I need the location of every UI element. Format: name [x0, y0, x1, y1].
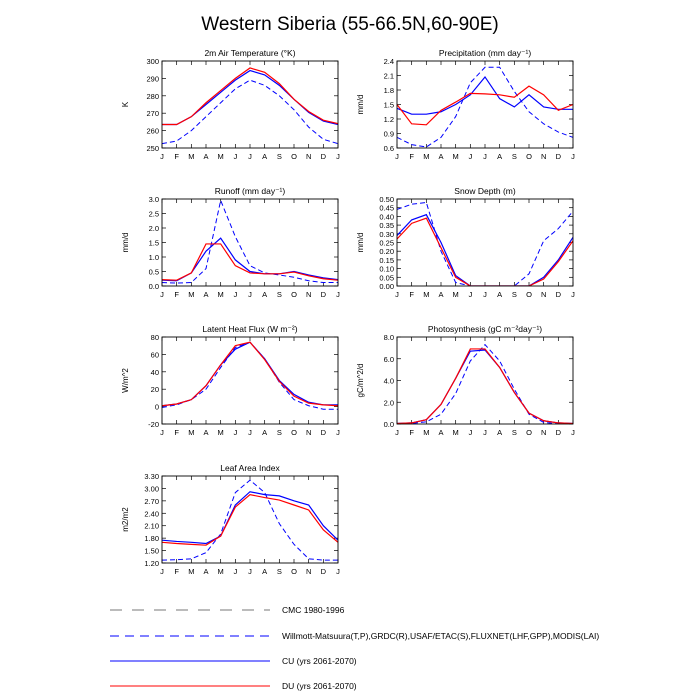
- x-tick-label: A: [262, 152, 268, 161]
- y-tick-label: 1.8: [383, 86, 394, 95]
- y-tick-label: 2.5: [148, 209, 159, 219]
- page-title: Western Siberia (55-66.5N,60-90E): [201, 14, 499, 35]
- x-tick-label: J: [160, 567, 164, 576]
- y-tick-label: 0.00: [379, 282, 394, 291]
- y-tick-label: 280: [146, 91, 159, 101]
- panel-leaf-area-index: [121, 463, 340, 576]
- x-tick-label: J: [233, 152, 238, 161]
- panel-grid: [121, 48, 575, 576]
- x-tick-label: J: [248, 290, 252, 299]
- x-tick-label: O: [291, 428, 297, 437]
- y-tick-label: 1.80: [144, 534, 159, 544]
- x-tick-label: J: [160, 428, 164, 437]
- x-tick-label: J: [233, 290, 238, 299]
- legend: [110, 605, 599, 691]
- x-tick-label: D: [320, 567, 327, 576]
- x-tick-label: M: [188, 428, 195, 437]
- y-tick-label: 2.0: [383, 398, 394, 408]
- series-group: [162, 68, 338, 144]
- x-tick-label: M: [217, 428, 224, 437]
- x-tick-label: J: [395, 152, 399, 161]
- x-tick-label: S: [276, 152, 282, 161]
- x-tick-label: F: [174, 567, 179, 576]
- y-tick-label: 250: [146, 144, 159, 153]
- y-tick-label: 60: [150, 350, 159, 360]
- x-tick-label: M: [217, 567, 224, 576]
- x-tick-label: J: [483, 428, 487, 437]
- x-tick-label: J: [160, 290, 164, 299]
- legend-label-cmc: CMC 1980-1996: [282, 605, 345, 615]
- x-tick-label: A: [203, 290, 209, 299]
- y-tick-label: 2.10: [144, 521, 159, 531]
- y-tick-label: 3.00: [144, 484, 159, 494]
- y-tick-label: 0.30: [379, 229, 394, 239]
- plot-frame: [162, 61, 338, 148]
- x-tick-label: A: [262, 567, 268, 576]
- x-tick-label: J: [395, 428, 399, 437]
- x-tick-label: N: [305, 290, 312, 299]
- series-group: [397, 202, 573, 286]
- y-tick-label: 0.45: [379, 203, 394, 213]
- series-line-cu: [162, 342, 338, 406]
- x-tick-label: J: [468, 290, 473, 299]
- y-tick-label: 0.0: [148, 282, 159, 291]
- y-tick-label: 0.25: [379, 238, 394, 248]
- x-tick-label: F: [174, 290, 179, 299]
- series-line-du: [162, 68, 338, 125]
- x-tick-label: A: [262, 290, 268, 299]
- x-tick-label: D: [320, 152, 327, 161]
- x-tick-label: A: [497, 428, 503, 437]
- y-tick-label: 1.20: [144, 559, 159, 568]
- y-tick-label: 0.50: [379, 195, 394, 204]
- x-tick-label: M: [423, 428, 430, 437]
- panel-title: Precipitation (mm day⁻¹): [438, 48, 532, 58]
- series-line-du: [397, 86, 573, 125]
- x-tick-label: M: [217, 290, 224, 299]
- x-tick-label: D: [555, 290, 562, 299]
- x-tick-label: M: [423, 152, 430, 161]
- x-tick-label: J: [336, 567, 340, 576]
- y-axis-label: W/m^2: [121, 368, 130, 393]
- y-tick-label: 3.30: [144, 472, 159, 481]
- plot-frame: [162, 476, 338, 563]
- series-line-obs: [397, 345, 573, 424]
- y-tick-label: 20: [150, 385, 159, 395]
- x-tick-label: J: [336, 152, 340, 161]
- y-tick-label: 40: [150, 367, 159, 377]
- legend-label-du: DU (yrs 2061-2070): [282, 681, 357, 691]
- x-tick-label: M: [423, 290, 430, 299]
- y-axis-label: m2/m2: [121, 507, 130, 532]
- y-tick-label: 2.1: [383, 71, 394, 81]
- x-tick-label: J: [468, 428, 473, 437]
- x-tick-label: D: [555, 428, 562, 437]
- x-tick-label: O: [291, 290, 297, 299]
- y-tick-label: 1.2: [383, 115, 394, 124]
- y-tick-label: 2.70: [144, 496, 159, 506]
- x-tick-label: S: [276, 567, 282, 576]
- x-tick-label: N: [305, 567, 312, 576]
- y-tick-label: 1.5: [383, 100, 394, 110]
- y-tick-label: 0.9: [383, 129, 394, 139]
- y-tick-label: 0.40: [379, 212, 394, 222]
- series-line-du: [162, 495, 338, 546]
- x-tick-label: M: [188, 152, 195, 161]
- x-tick-label: S: [276, 290, 282, 299]
- x-tick-label: A: [497, 152, 503, 161]
- x-tick-label: J: [233, 428, 238, 437]
- x-tick-label: J: [571, 152, 575, 161]
- x-tick-label: J: [468, 152, 473, 161]
- panel-title: Photosynthesis (gC m⁻²day⁻¹): [427, 324, 543, 334]
- y-tick-label: 0.20: [379, 247, 394, 257]
- y-tick-label: 2.40: [144, 509, 159, 519]
- x-tick-label: J: [336, 290, 340, 299]
- series-line-obs: [162, 342, 338, 409]
- x-tick-label: O: [526, 428, 532, 437]
- y-tick-label: 6.0: [383, 354, 394, 364]
- y-tick-label: 0.05: [379, 273, 394, 283]
- x-tick-label: O: [291, 567, 297, 576]
- x-tick-label: J: [233, 567, 238, 576]
- x-tick-label: J: [248, 152, 252, 161]
- panel-runoff-mm-day: [121, 186, 340, 299]
- panel-latent-heat-flux-w-m: [121, 324, 340, 437]
- x-tick-label: J: [483, 290, 487, 299]
- series-group: [397, 67, 573, 147]
- x-tick-label: N: [305, 428, 312, 437]
- series-line-cu: [162, 492, 338, 544]
- x-tick-label: D: [555, 152, 562, 161]
- series-line-du: [162, 244, 338, 280]
- panel-precipitation-mm-day: [356, 48, 575, 161]
- x-tick-label: J: [483, 152, 487, 161]
- x-tick-label: M: [452, 152, 459, 161]
- x-tick-label: M: [452, 428, 459, 437]
- y-tick-label: 0.6: [383, 144, 394, 153]
- panel-title: Leaf Area Index: [220, 463, 280, 473]
- panel-title: 2m Air Temperature (°K): [204, 48, 296, 58]
- y-tick-label: 0: [154, 402, 159, 412]
- x-tick-label: J: [336, 428, 340, 437]
- x-tick-label: A: [203, 567, 209, 576]
- y-tick-label: -20: [148, 420, 159, 429]
- series-line-obs: [162, 200, 338, 283]
- series-group: [397, 345, 573, 424]
- series-line-du: [162, 342, 338, 406]
- series-line-cu: [397, 350, 573, 423]
- x-tick-label: A: [438, 152, 444, 161]
- series-line-du: [397, 218, 573, 286]
- x-tick-label: A: [497, 290, 503, 299]
- y-axis-label: mm/d: [356, 94, 365, 115]
- x-tick-label: S: [511, 290, 517, 299]
- y-tick-label: 1.50: [144, 546, 159, 556]
- y-tick-label: 8.0: [383, 333, 394, 342]
- y-tick-label: 1.5: [148, 238, 159, 248]
- panel-title: Runoff (mm day⁻¹): [214, 186, 286, 196]
- x-tick-label: F: [174, 428, 179, 437]
- x-tick-label: F: [409, 290, 414, 299]
- legend-label-cu: CU (yrs 2061-2070): [282, 656, 357, 666]
- series-group: [162, 342, 338, 409]
- y-tick-label: 300: [146, 57, 159, 66]
- x-tick-label: O: [291, 152, 297, 161]
- y-axis-label: mm/d: [121, 232, 130, 253]
- y-tick-label: 80: [150, 333, 159, 342]
- x-tick-label: J: [160, 152, 164, 161]
- y-tick-label: 270: [146, 109, 159, 119]
- y-tick-label: 3.0: [148, 195, 159, 204]
- panel-2m-air-temperature-k: [121, 48, 340, 161]
- x-tick-label: D: [320, 428, 327, 437]
- y-tick-label: 0.10: [379, 264, 394, 274]
- y-tick-label: 4.0: [383, 376, 394, 386]
- panel-title: Snow Depth (m): [454, 186, 516, 196]
- x-tick-label: A: [203, 152, 209, 161]
- series-line-cu: [162, 71, 338, 125]
- x-tick-label: A: [438, 428, 444, 437]
- legend-label-obs: Willmott-Matsuura(T,P),GRDC(R),USAF/ETAC(S),FLUXNET(LHF,GPP),MODIS(LAI): [282, 631, 600, 641]
- plot-frame: [397, 61, 573, 148]
- x-tick-label: N: [305, 152, 312, 161]
- series-line-du: [397, 349, 573, 424]
- series-group: [162, 200, 338, 283]
- x-tick-label: M: [188, 290, 195, 299]
- x-tick-label: A: [262, 428, 268, 437]
- x-tick-label: F: [409, 152, 414, 161]
- x-tick-label: N: [540, 428, 547, 437]
- panel-snow-depth-m: [356, 186, 575, 299]
- x-tick-label: J: [571, 428, 575, 437]
- x-tick-label: O: [526, 290, 532, 299]
- x-tick-label: A: [203, 428, 209, 437]
- series-line-cu: [397, 77, 573, 114]
- y-tick-label: 0.15: [379, 255, 394, 265]
- x-tick-label: M: [217, 152, 224, 161]
- x-tick-label: O: [526, 152, 532, 161]
- y-tick-label: 0.5: [148, 267, 159, 277]
- x-tick-label: J: [248, 428, 252, 437]
- x-tick-label: N: [540, 152, 547, 161]
- series-group: [162, 480, 338, 560]
- y-tick-label: 1.0: [148, 253, 159, 262]
- x-tick-label: M: [452, 290, 459, 299]
- y-axis-label: mm/d: [356, 232, 365, 253]
- panel-title: Latent Heat Flux (W m⁻²): [202, 324, 298, 334]
- x-tick-label: S: [511, 428, 517, 437]
- y-tick-label: 2.4: [383, 57, 394, 66]
- x-tick-label: J: [395, 290, 399, 299]
- y-axis-label: K: [121, 101, 130, 108]
- x-tick-label: J: [571, 290, 575, 299]
- x-tick-label: M: [188, 567, 195, 576]
- x-tick-label: D: [320, 290, 327, 299]
- y-axis-label: gC/m^2/d: [356, 363, 365, 398]
- y-tick-label: 0.0: [383, 420, 394, 429]
- y-tick-label: 2.0: [148, 224, 159, 233]
- series-line-obs: [162, 80, 338, 144]
- x-tick-label: S: [276, 428, 282, 437]
- panel-photosynthesis-gc-m-day: [356, 324, 575, 437]
- x-tick-label: F: [174, 152, 179, 161]
- y-tick-label: 290: [146, 74, 159, 84]
- plot-frame: [162, 337, 338, 424]
- y-tick-label: 260: [146, 126, 159, 136]
- y-tick-label: 0.35: [379, 221, 394, 231]
- x-tick-label: J: [248, 567, 252, 576]
- x-tick-label: S: [511, 152, 517, 161]
- x-tick-label: F: [409, 428, 414, 437]
- x-tick-label: A: [438, 290, 444, 299]
- x-tick-label: N: [540, 290, 547, 299]
